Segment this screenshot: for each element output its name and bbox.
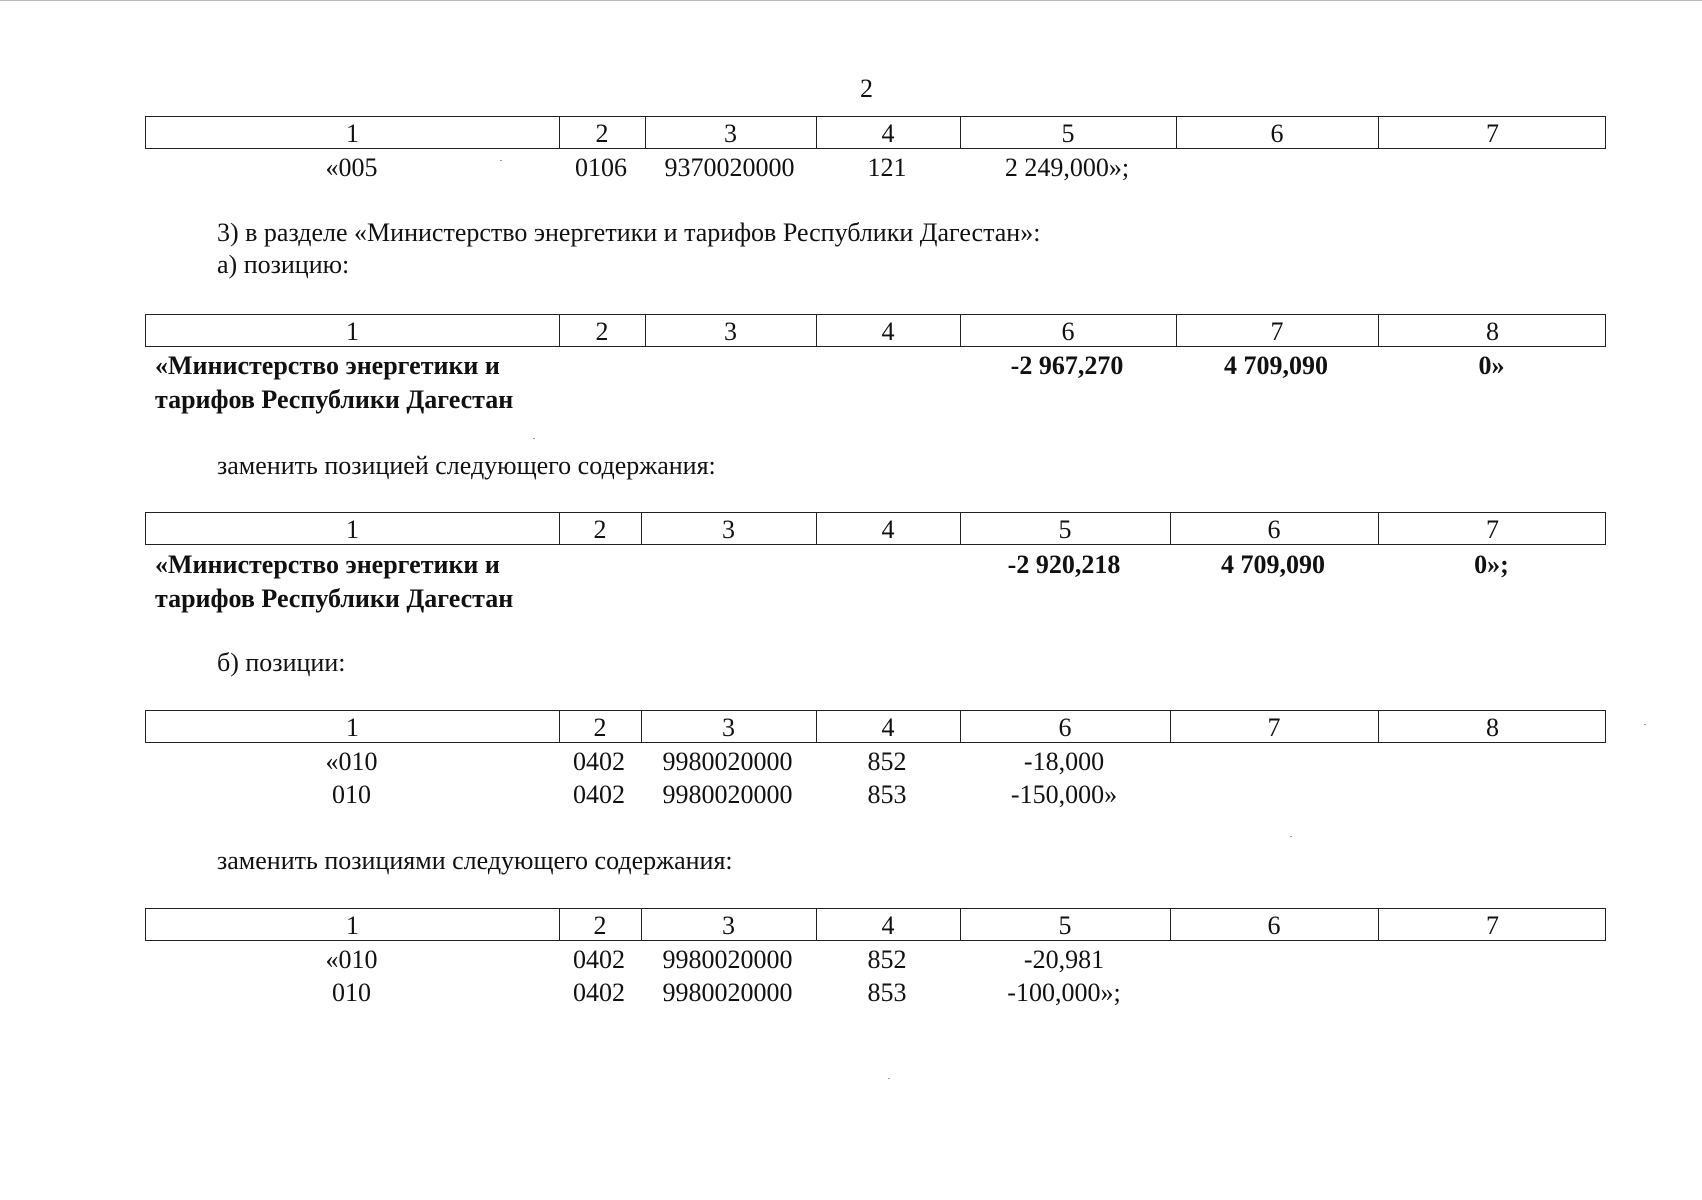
header-cell: 3 bbox=[722, 515, 735, 544]
ministry-name-line2: тарифов Республики Дагестан bbox=[155, 385, 514, 414]
header-cell: 8 bbox=[1486, 713, 1499, 742]
table-row bbox=[145, 549, 1606, 581]
row-cell: 9980020000 bbox=[662, 978, 793, 1007]
item-b-heading: б) позиции: bbox=[217, 648, 346, 677]
row-cell: 0» bbox=[1478, 351, 1505, 380]
scan-speck bbox=[1290, 836, 1292, 837]
header-cell: 1 bbox=[346, 317, 359, 346]
header-cell: 5 bbox=[1058, 515, 1072, 544]
row-cell: 121 bbox=[867, 153, 907, 182]
scan-speck bbox=[500, 160, 502, 161]
header-cell: 4 bbox=[881, 317, 895, 346]
table-row bbox=[145, 746, 1606, 778]
table-row bbox=[145, 977, 1606, 1009]
table-row bbox=[145, 779, 1606, 811]
header-cell: 3 bbox=[724, 119, 737, 148]
header-cell: 7 bbox=[1486, 515, 1499, 544]
replace-heading: заменить позицией следующего содержания: bbox=[217, 451, 716, 480]
scan-speck bbox=[1644, 724, 1646, 725]
header-cell: 2 bbox=[593, 515, 607, 544]
header-cell: 1 bbox=[346, 119, 359, 148]
row-cell: 9370020000 bbox=[664, 153, 795, 182]
table-row bbox=[145, 152, 1606, 184]
row-cell: 0»; bbox=[1474, 550, 1509, 579]
row-cell: -2 967,270 bbox=[1010, 351, 1124, 380]
section-heading: 3) в разделе «Министерство энергетики и тарифов Республики Дагестан»: bbox=[217, 218, 1041, 247]
row-cell: «010 bbox=[325, 747, 378, 776]
header-cell: 3 bbox=[724, 317, 737, 346]
header-cell: 3 bbox=[722, 911, 735, 940]
table2-header bbox=[145, 314, 1606, 347]
row-cell: 010 bbox=[332, 780, 371, 809]
header-cell: 4 bbox=[881, 119, 895, 148]
header-cell: 6 bbox=[1058, 713, 1072, 742]
table1-header bbox=[145, 116, 1606, 149]
scan-speck bbox=[533, 438, 535, 439]
row-cell: 9980020000 bbox=[662, 780, 793, 809]
header-cell: 1 bbox=[346, 713, 359, 742]
header-cell: 6 bbox=[1267, 515, 1281, 544]
row-cell: «005 bbox=[325, 153, 378, 182]
row-cell: 0402 bbox=[573, 780, 625, 809]
ministry-name-line1: «Министерство энергетики и bbox=[155, 550, 500, 579]
row-cell: -150,000» bbox=[1010, 780, 1118, 809]
table4-header bbox=[145, 710, 1606, 743]
header-cell: 2 bbox=[593, 911, 607, 940]
header-cell: 2 bbox=[595, 317, 609, 346]
header-cell: 4 bbox=[881, 911, 895, 940]
row-cell: 0402 bbox=[573, 978, 625, 1007]
replace-heading: заменить позициями следующего содержания: bbox=[217, 846, 733, 875]
row-cell: 9980020000 bbox=[662, 747, 793, 776]
header-cell: 7 bbox=[1267, 713, 1281, 742]
page-number: 2 bbox=[860, 74, 873, 103]
header-cell: 4 bbox=[881, 515, 895, 544]
row-cell: 4 709,090 bbox=[1224, 351, 1328, 380]
header-cell: 7 bbox=[1486, 911, 1499, 940]
scan-speck bbox=[888, 1078, 890, 1079]
header-cell: 2 bbox=[593, 713, 607, 742]
ministry-name-line2: тарифов Республики Дагестан bbox=[155, 584, 514, 613]
row-cell: 0402 bbox=[573, 945, 625, 974]
row-cell: -20,981 bbox=[1023, 945, 1105, 974]
item-a-heading: а) позицию: bbox=[217, 250, 350, 279]
row-cell: 9980020000 bbox=[662, 945, 793, 974]
row-cell: 852 bbox=[867, 945, 907, 974]
header-cell: 7 bbox=[1270, 317, 1284, 346]
table-row bbox=[145, 350, 1606, 382]
table5-header bbox=[145, 908, 1606, 941]
header-cell: 3 bbox=[722, 713, 735, 742]
row-cell: -100,000»; bbox=[1007, 978, 1121, 1007]
row-cell: 0106 bbox=[575, 153, 627, 182]
header-cell: 5 bbox=[1061, 119, 1075, 148]
table-row bbox=[145, 944, 1606, 976]
header-cell: 4 bbox=[881, 713, 895, 742]
header-cell: 6 bbox=[1270, 119, 1284, 148]
header-cell: 2 bbox=[595, 119, 609, 148]
table3-header bbox=[145, 512, 1606, 545]
row-cell: 010 bbox=[332, 978, 371, 1007]
row-cell: 853 bbox=[867, 780, 907, 809]
header-cell: 6 bbox=[1267, 911, 1281, 940]
header-cell: 6 bbox=[1061, 317, 1075, 346]
header-cell: 1 bbox=[346, 911, 359, 940]
row-cell: -18,000 bbox=[1023, 747, 1105, 776]
ministry-name-line1: «Министерство энергетики и bbox=[155, 351, 500, 380]
row-cell: 852 bbox=[867, 747, 907, 776]
row-cell: 0402 bbox=[573, 747, 625, 776]
header-cell: 7 bbox=[1486, 119, 1499, 148]
row-cell: 2 249,000»; bbox=[1004, 153, 1130, 182]
scan-edge-line bbox=[0, 0, 1702, 1]
row-cell: -2 920,218 bbox=[1007, 550, 1121, 579]
header-cell: 8 bbox=[1486, 317, 1499, 346]
row-cell: 4 709,090 bbox=[1221, 550, 1325, 579]
row-cell: «010 bbox=[325, 945, 378, 974]
header-cell: 5 bbox=[1058, 911, 1072, 940]
header-cell: 1 bbox=[346, 515, 359, 544]
row-cell: 853 bbox=[867, 978, 907, 1007]
